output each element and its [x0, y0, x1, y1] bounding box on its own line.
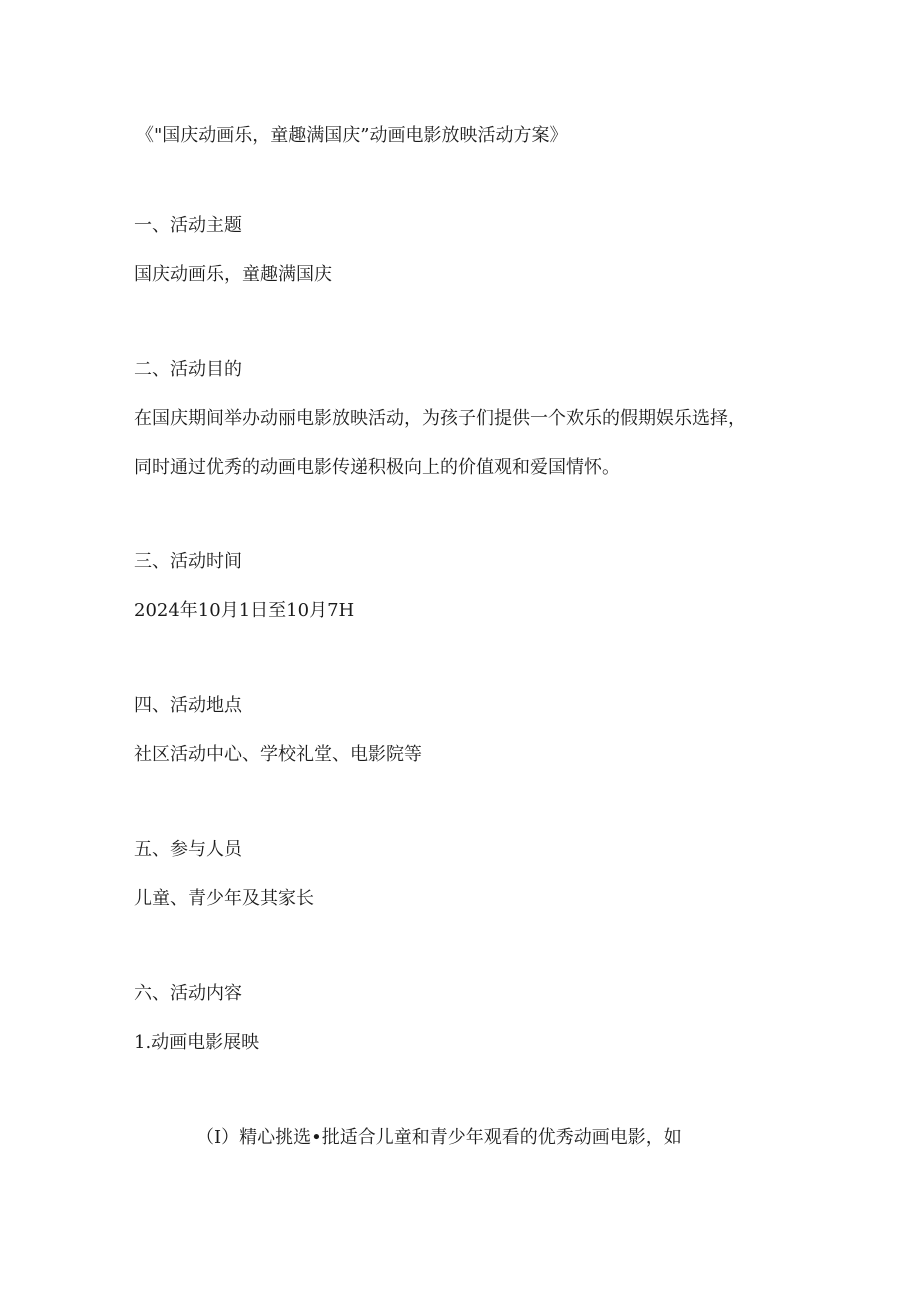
section-body-line: 同时通过优秀的动画电影传递积极向上的价值观和爱国情怀。 [134, 457, 620, 478]
section-heading: 二、活动目的 [134, 359, 242, 380]
section-heading: 六、活动内容 [134, 983, 242, 1004]
document-title: 《"国庆动画乐，童趣满国庆”动画电影放映活动方案》 [136, 125, 568, 146]
section-heading: 五、参与人员 [134, 839, 242, 860]
subsection-heading: 1.动画电影展映 [134, 1032, 260, 1053]
section-heading: 四、活动地点 [134, 695, 242, 716]
section-body-line: 在国庆期间举办动丽电影放映活动，为孩子们提供一个欢乐的假期娱乐选择， [134, 408, 746, 429]
list-item: （I）精心挑选•批适合儿童和青少年观看的优秀动画电影，如 [196, 1127, 682, 1148]
section-body-line: 社区活动中心、学校礼堂、电影院等 [134, 744, 422, 765]
section-heading: 三、活动时间 [134, 551, 242, 572]
section-heading: 一、活动主题 [134, 215, 242, 236]
section-body-line: 儿童、青少年及其家长 [134, 888, 314, 909]
section-body-line: 2024年10月1日至10月7H [134, 600, 355, 621]
section-body-line: 国庆动画乐，童趣满国庆 [134, 264, 332, 285]
